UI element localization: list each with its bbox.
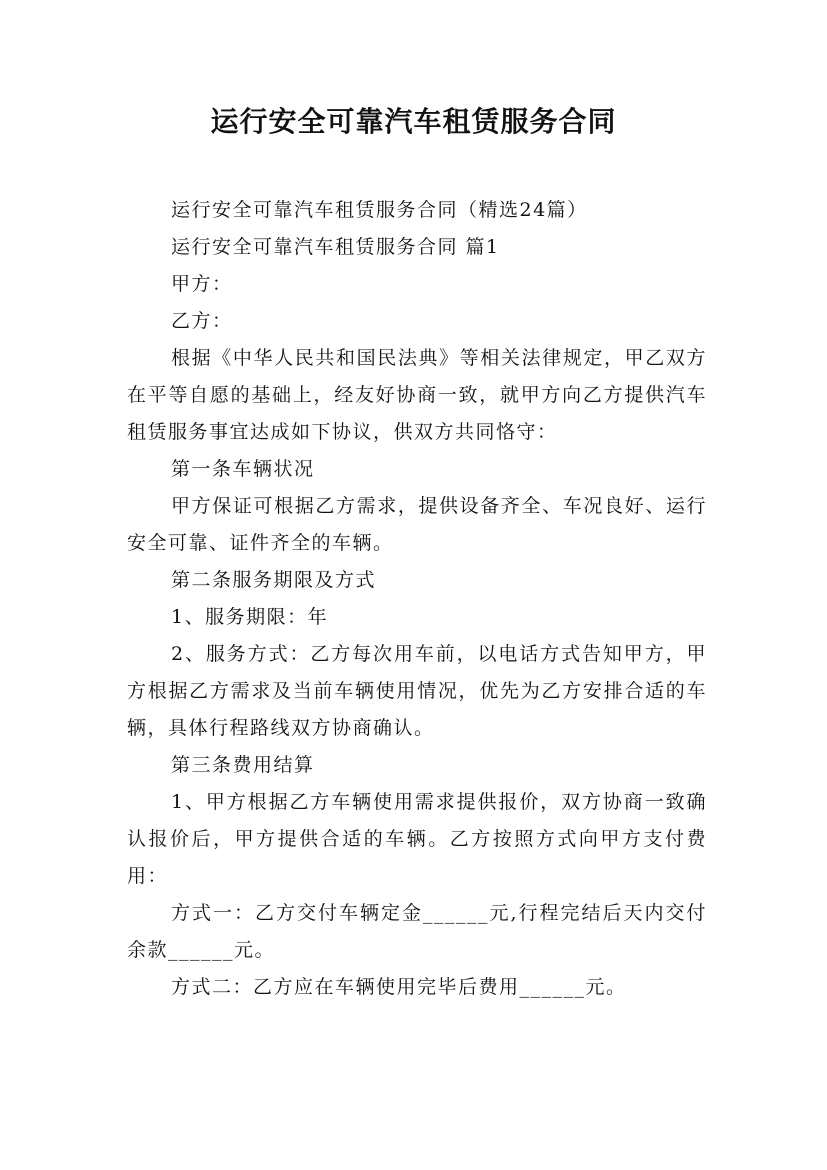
paragraph-payment-method-1: 方式一：乙方交付车辆定金______元,行程完结后天内交付余款______元。: [127, 902, 707, 961]
paragraph-preamble: 根据《中华人民共和国民法典》等相关法律规定，甲乙双方在平等自愿的基础上，经友好协商一致，就甲方向乙方提供汽车租赁服务事宜达成如下协议，供双方共同恪守：: [127, 347, 707, 443]
paragraph-service-term: 1、服务期限：年: [171, 606, 329, 628]
paragraph-fee-quote: 1、甲方根据乙方车辆使用需求提供报价，双方协商一致确认报价后，甲方提供合适的车辆。乙方按照方式向甲方支付费用：: [127, 791, 707, 887]
paragraph-subtitle: 运行安全可靠汽车租赁服务合同（精选24篇）: [171, 199, 588, 221]
paragraph-service-method: 2、服务方式：乙方每次用车前，以电话方式告知甲方，甲方根据乙方需求及当前车辆使用情况，优先为乙方安排合适的车辆，具体行程路线双方协商确认。: [127, 643, 707, 739]
paragraph-section-heading: 运行安全可靠汽车租赁服务合同 篇1: [171, 236, 500, 258]
paragraph-article-2-heading: 第二条服务期限及方式: [171, 569, 377, 591]
paragraph-article-1-body: 甲方保证可根据乙方需求，提供设备齐全、车况良好、运行安全可靠、证件齐全的车辆。: [127, 495, 707, 554]
paragraph-party-a: 甲方：: [171, 273, 233, 295]
paragraph-payment-method-2: 方式二：乙方应在车辆使用完毕后费用______元。: [171, 976, 627, 998]
paragraph-article-3-heading: 第三条费用结算: [171, 754, 315, 776]
paragraph-party-b: 乙方：: [171, 310, 233, 332]
paragraph-article-1-heading: 第一条车辆状况: [171, 458, 315, 480]
document-body: [127, 192, 707, 1006]
document-title: 运行安全可靠汽车租赁服务合同: [210, 105, 617, 138]
